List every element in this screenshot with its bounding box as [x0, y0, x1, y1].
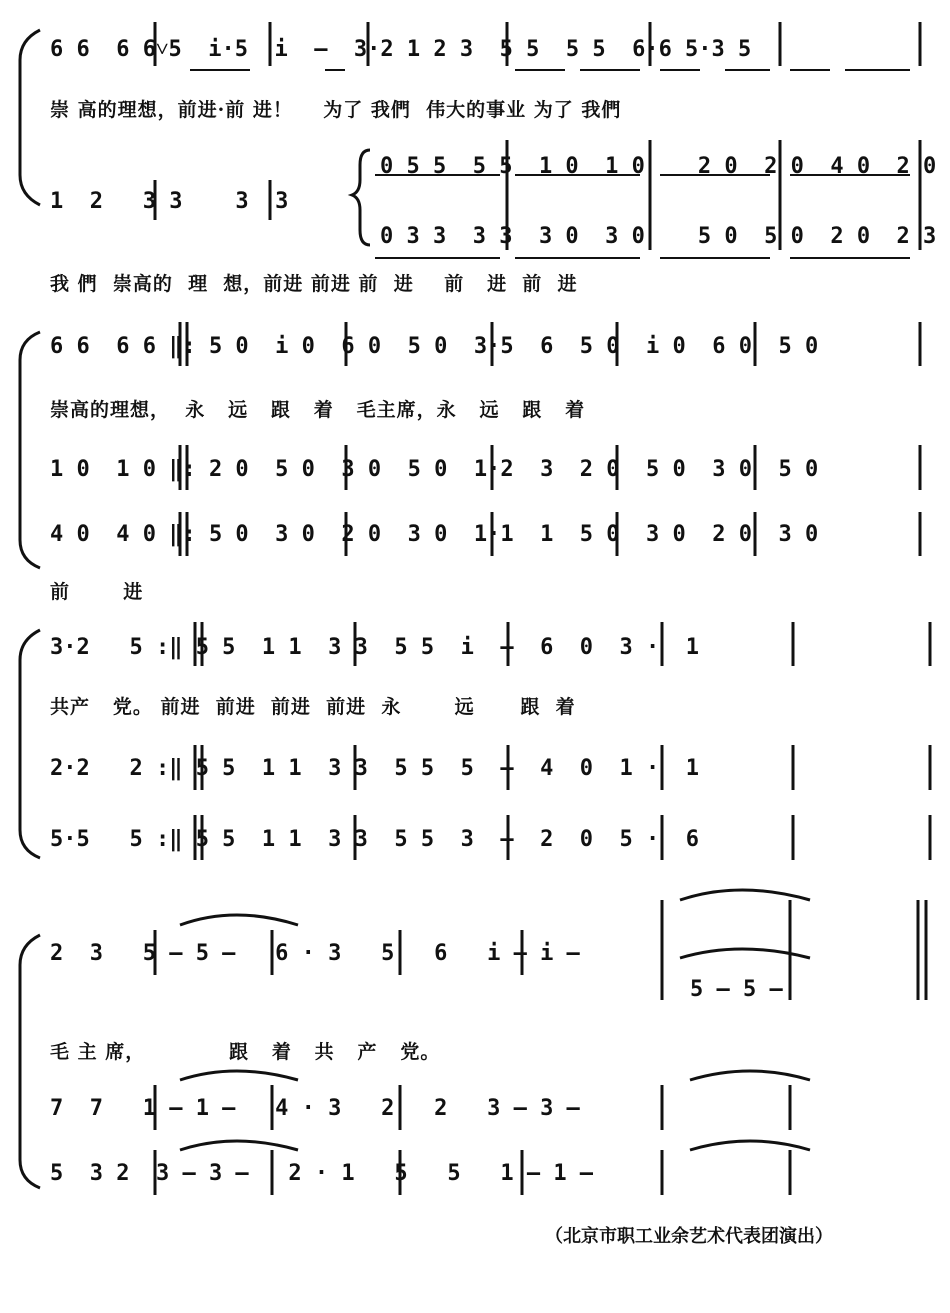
- system1-bottom-staff-lead: 1 2 3 3 3 3: [50, 189, 289, 214]
- system1-divisi-lower: 0 3 3 3 3 3 0 3 0 5 0 5 0 2 0 2 3: [380, 224, 937, 249]
- system3-mid-staff: 2·2 2 :‖ 5 5 1 1 3 3 5 5 5 — 4 0 1 · 1: [50, 756, 700, 781]
- system2-top-staff: 6 6 6 6 ‖: 5 0 i 0 6 0 5 0 3·5 6 5 0 i 0 6 0 5 0: [50, 334, 819, 359]
- system2-mid-staff: 1 0 1 0 ‖: 2 0 5 0 3 0 5 0 1·2 3 2 0 5 0 3 0 5 0: [50, 457, 819, 482]
- system3-top-staff: 3·2 5 :‖ 5 5 1 1 3 3 5 5 i — 6 0 3 · 1: [50, 635, 700, 660]
- tie: [690, 1141, 810, 1150]
- system1-top-lyric: 崇 高的理想，前进·前 进！ 为了 我們 伟大的事业 为了 我們: [50, 99, 622, 121]
- system1-divisi-upper: 0 5 5 5 5 1 0 1 0 2 0 2 0 4 0 2 0: [380, 154, 937, 179]
- tie: [690, 1071, 810, 1080]
- system3-top-lyric: 共产 党。 前进 前进 前进 前进 永 远 跟 着: [50, 696, 576, 718]
- system3-bottom-staff: 5·5 5 :‖ 5 5 1 1 3 3 5 5 3 — 2 0 5 · 6: [50, 827, 700, 852]
- system4-top-staff-lower: 5 — 5 —: [690, 977, 783, 1002]
- system2-bottom-staff: 4 0 4 0 ‖: 5 0 3 0 2 0 3 0 1·1 1 5 0 3 0 2 0 3 0: [50, 522, 819, 547]
- system4-top-lyric: 毛 主 席， 跟 着 共 产 党。: [50, 1041, 441, 1063]
- system2-top-lyric: 崇高的理想， 永 远 跟 着 毛主席，永 远 跟 着: [50, 399, 586, 421]
- system2-bottom-lyric: 前 进: [50, 581, 144, 603]
- tie: [180, 1071, 298, 1080]
- system3-bracket: [20, 630, 40, 858]
- tie: [180, 915, 298, 925]
- system2-bracket: [20, 332, 40, 568]
- tie: [180, 1141, 298, 1150]
- system1-top-staff: 6 6 6 6˅5 i·5 i — 3·2 1 2 3 5 5 5 5 6·6 5·3 5: [50, 37, 752, 62]
- system4-bracket: [20, 935, 40, 1188]
- system1-bracket: [20, 30, 40, 205]
- system4-mid-staff: 7 7 1 — 1 — 4 · 3 2 2 3 — 3 —: [50, 1096, 580, 1121]
- divisi-brace-1: [352, 150, 370, 245]
- performance-credit: （北京市职工业余艺术代表团演出）: [545, 1226, 833, 1247]
- system1-bottom-lyric: 我 們 崇高的 理 想，前进 前进 前 进 前 进 前 进: [50, 273, 578, 295]
- system4-bottom-staff: 5 3 2 3 — 3 — 2 · 1 5 5 1 — 1 —: [50, 1161, 594, 1186]
- system4-top-staff: 2 3 5 — 5 — 6 · 3 5 6 i — i —: [50, 941, 580, 966]
- tie: [680, 890, 810, 900]
